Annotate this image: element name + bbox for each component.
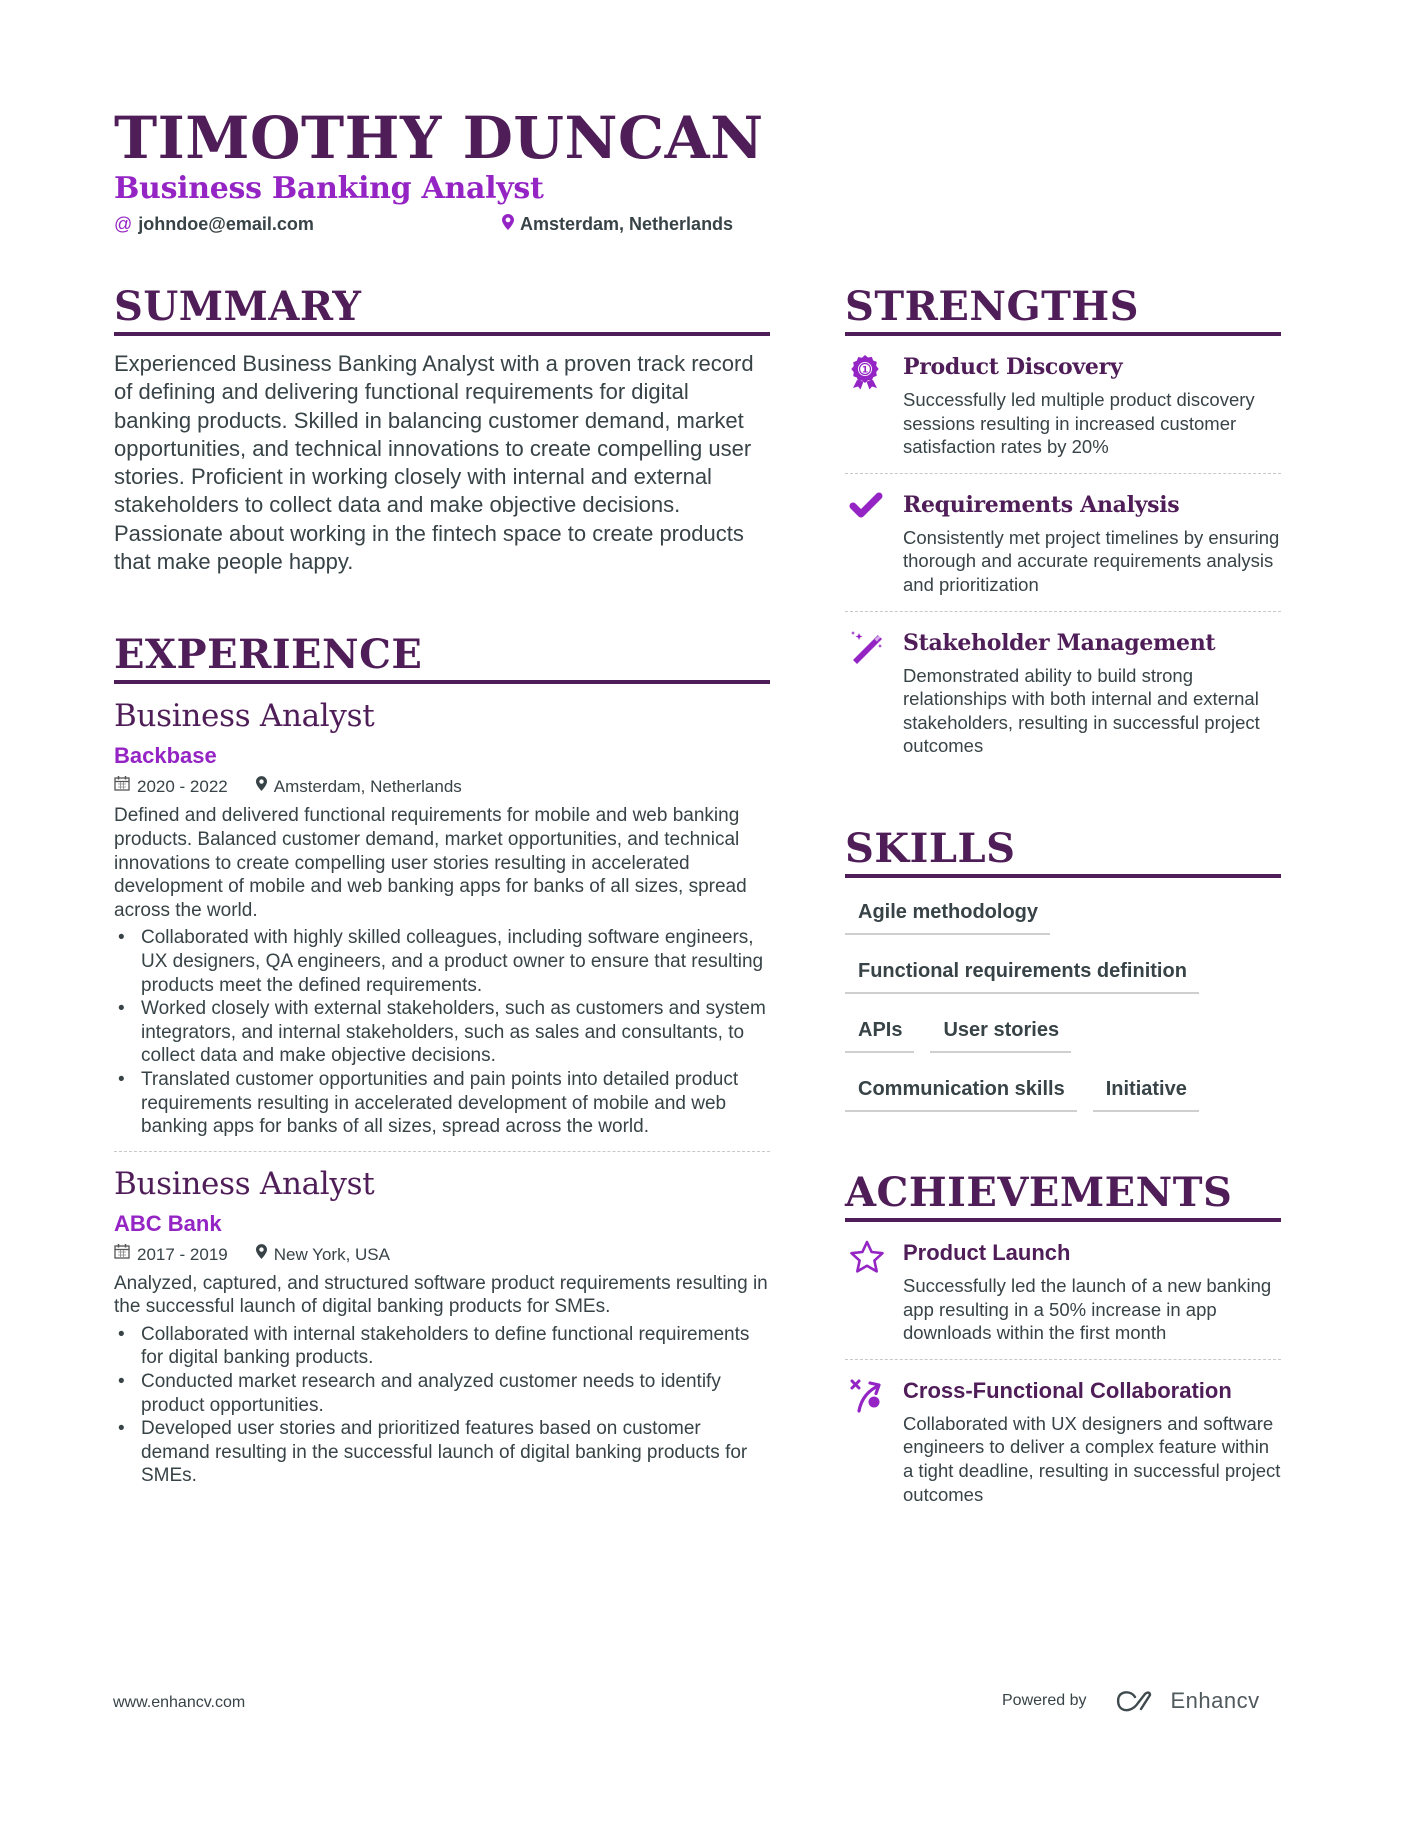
map-pin-icon <box>256 774 267 800</box>
summary-section <box>114 282 770 576</box>
strength-description: Consistently met project timelines by ensuring thorough and accurate requirements analysis and prioritization <box>903 526 1280 595</box>
job-bullet: • Translated customer opportunities and pain points into detailed product requirements resulting in accelerated development of mobile and web banking apps for banks of all sizes, spread across the world. <box>114 1068 770 1139</box>
achievement-description: Collaborated with UX designers and software engineers to deliver a complex feature within a tight deadline, resulting in successful project outcomes <box>903 1412 1281 1505</box>
achievement-item <box>845 1360 1281 1520</box>
email-text: johndoe@email.com <box>138 214 314 234</box>
achievements-section <box>845 1168 1281 1520</box>
skill-tag: Initiative <box>1093 1069 1199 1112</box>
job-description: Defined and delivered functional requirements for mobile and web banking products. Balanced customer demand, market opportunities, and technical innovations to create compelling user stories resulting in accelerated development of mobile and web banking apps for banks of all sizes, spread across the world. <box>114 805 747 921</box>
job-bullet: • Collaborated with internal stakeholders to define functional requirements for digital banking products. <box>114 1323 770 1370</box>
job-dates: 2020 - 2022 <box>114 774 228 800</box>
map-pin-icon <box>256 1242 267 1268</box>
right-column <box>845 282 1281 1520</box>
job-location: New York, USA <box>256 1242 390 1268</box>
strength-item <box>845 612 1281 772</box>
strength-description: Demonstrated ability to build strong relationships with both internal and external stakeholders, resulting in successful project outcomes <box>903 664 1260 757</box>
brand-name: Enhancv <box>1170 1688 1260 1713</box>
job-dates: 2017 - 2019 <box>114 1242 228 1268</box>
skills-heading: SKILLS <box>845 824 1281 878</box>
calendar-icon <box>114 774 130 800</box>
job-bullet: • Conducted market research and analyzed customer needs to identify product opportunities. <box>114 1370 770 1417</box>
at-sign-icon: @ <box>114 214 133 234</box>
location-contact <box>502 214 733 235</box>
checkmark-icon <box>845 490 903 597</box>
achievements-heading: ACHIEVEMENTS <box>845 1168 1281 1222</box>
award-ribbon-icon <box>845 352 903 459</box>
skill-tag: Functional requirements definition <box>845 951 1199 994</box>
strength-title: Stakeholder Management <box>903 629 1216 656</box>
skill-tag: User stories <box>930 1010 1071 1053</box>
job-location: Amsterdam, Netherlands <box>256 774 462 800</box>
achievement-title: Cross-Functional Collaboration <box>903 1377 1232 1403</box>
job-bullet: • Worked closely with external stakeholders, such as customers and system integrators, and internal stakeholders, such as sales and consultants, to collect data and make objective decisions. <box>114 997 770 1068</box>
left-column <box>114 282 770 1488</box>
strategy-play-icon <box>845 1376 903 1506</box>
skill-tag: Agile methodology <box>845 892 1050 935</box>
job-meta <box>114 774 770 800</box>
skill-tag: APIs <box>845 1010 914 1053</box>
enhancv-logo-icon <box>1115 1689 1161 1713</box>
job-title: Business Analyst <box>114 698 375 735</box>
job-description: Analyzed, captured, and structured software product requirements resulting in the successful launch of digital banking products for SMEs. <box>114 1272 768 1318</box>
strength-description: Successfully led multiple product discovery sessions resulting in increased customer satisfaction rates by 20% <box>903 389 1255 458</box>
enhancv-logo[interactable] <box>1115 1688 1260 1714</box>
job-meta <box>114 1242 770 1268</box>
skills-section <box>845 824 1281 1128</box>
svg-text:1: 1 <box>861 365 869 376</box>
achievement-description: Successfully led the launch of a new banking app resulting in a 50% increase in app downloads within the first month <box>903 1274 1272 1344</box>
job-bullets <box>114 1323 770 1488</box>
job-title: Business Analyst <box>114 1165 375 1202</box>
job-bullet: • Developed user stories and prioritized features based on customer demand resulting in the successful launch of digital banking products for SMEs. <box>114 1417 770 1488</box>
email-contact[interactable] <box>114 214 314 235</box>
job-bullet: • Collaborated with highly skilled colleagues, including software engineers, UX designers, QA engineers, and a product owner to ensure that resulting products meet the defined requirements. <box>114 926 770 997</box>
location-text: Amsterdam, Netherlands <box>520 214 734 234</box>
strength-title: Requirements Analysis <box>903 491 1180 518</box>
achievement-title: Product Launch <box>903 1239 1071 1265</box>
calendar-icon <box>114 1242 130 1268</box>
map-pin-icon <box>502 214 514 235</box>
achievement-item <box>845 1222 1281 1360</box>
strength-item <box>845 474 1281 612</box>
skill-tag: Communication skills <box>845 1069 1077 1112</box>
strength-item <box>845 336 1281 474</box>
strengths-section <box>845 282 1281 772</box>
experience-section <box>114 630 770 1488</box>
powered-by-label: Powered by <box>1002 1692 1087 1709</box>
contact-info <box>114 214 814 240</box>
resume-header <box>114 104 814 240</box>
candidate-title: Business Banking Analyst <box>114 171 544 206</box>
footer-branding <box>1002 1688 1260 1714</box>
strength-title: Product Discovery <box>903 354 1123 380</box>
summary-text: Experienced Business Banking Analyst with a proven track record of defining and delivering functional requirements for digital banking products. Skilled in balancing customer demand, market opportunities, and technical innovations to create compelling user stories. Proficient in working closely with internal and external stakeholders to collect data and make objective decisions. Passionate about working in the fintech space to create products that make people happy. <box>114 351 754 575</box>
job-entry <box>114 684 770 1151</box>
magic-wand-icon <box>845 628 903 758</box>
candidate-name: TIMOTHY DUNCAN <box>114 104 764 172</box>
job-company: Backbase <box>114 743 217 769</box>
star-icon <box>845 1238 903 1345</box>
skills-list <box>845 878 1281 1128</box>
footer-website-link[interactable]: www.enhancv.com <box>113 1694 246 1711</box>
summary-heading: SUMMARY <box>114 282 770 336</box>
job-bullets <box>114 926 770 1138</box>
job-company: ABC Bank <box>114 1210 222 1236</box>
job-entry <box>114 1152 770 1488</box>
strengths-heading: STRENGTHS <box>845 282 1281 336</box>
experience-heading: EXPERIENCE <box>114 630 770 684</box>
